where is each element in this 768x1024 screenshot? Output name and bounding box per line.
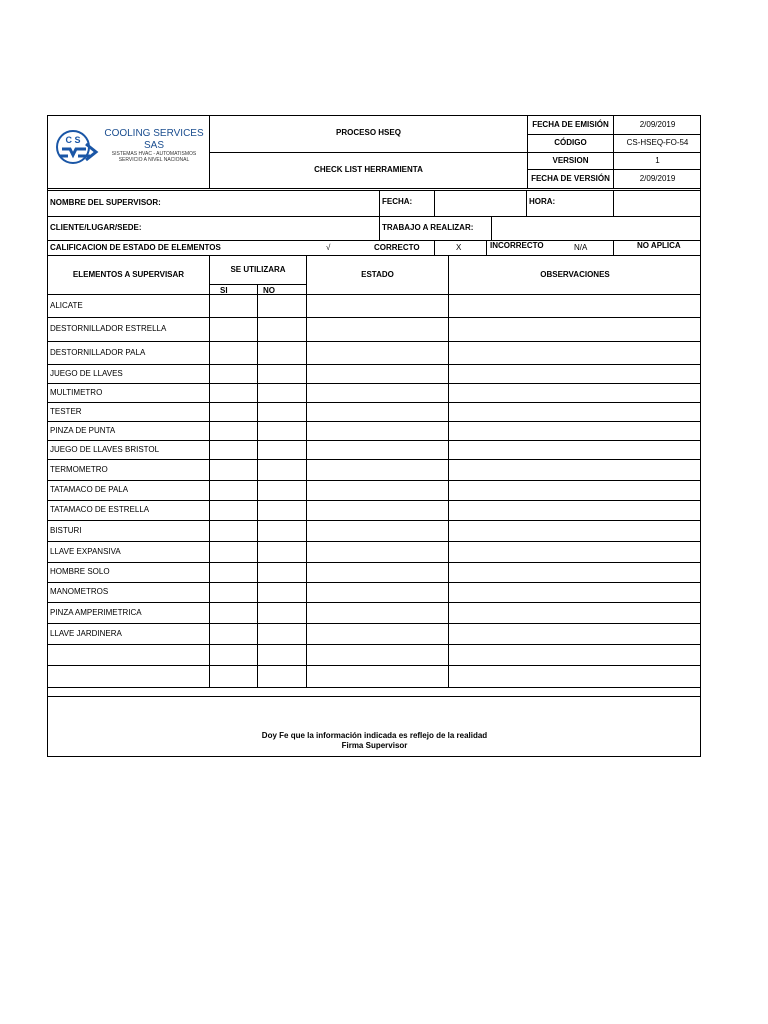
si-checkbox[interactable]	[210, 384, 257, 402]
observaciones-field[interactable]	[449, 521, 701, 541]
observaciones-field[interactable]	[449, 441, 701, 459]
col-header-no: NO	[263, 286, 275, 295]
si-checkbox[interactable]	[210, 624, 257, 644]
no-checkbox[interactable]	[258, 295, 306, 317]
si-checkbox[interactable]	[210, 542, 257, 562]
si-checkbox[interactable]	[210, 603, 257, 623]
si-checkbox[interactable]	[210, 422, 257, 440]
fecha-label: FECHA:	[382, 197, 413, 206]
item-label: ALICATE	[50, 301, 83, 310]
document-title: CHECK LIST HERRAMIENTA	[314, 165, 423, 174]
si-checkbox[interactable]	[210, 501, 257, 520]
observaciones-field[interactable]	[449, 365, 701, 383]
legend-title: CALIFICACION DE ESTADO DE ELEMENTOS	[50, 243, 221, 252]
cliente-field[interactable]	[180, 217, 379, 240]
estado-field[interactable]	[307, 403, 448, 421]
no-checkbox[interactable]	[258, 501, 306, 520]
signature-label: Firma Supervisor	[341, 741, 408, 750]
estado-field[interactable]	[307, 645, 448, 665]
estado-field[interactable]	[307, 422, 448, 440]
estado-field[interactable]	[307, 521, 448, 541]
col-header-used: SE UTILIZARA	[230, 265, 286, 274]
si-checkbox[interactable]	[210, 342, 257, 364]
no-checkbox[interactable]	[258, 624, 306, 644]
estado-field[interactable]	[307, 318, 448, 341]
no-checkbox[interactable]	[258, 422, 306, 440]
cliente-label: CLIENTE/LUGAR/SEDE:	[50, 223, 142, 232]
estado-field[interactable]	[307, 583, 448, 602]
no-checkbox[interactable]	[258, 481, 306, 500]
si-checkbox[interactable]	[210, 645, 257, 665]
meta-value-version: 1	[655, 156, 660, 165]
item-label: MULTIMETRO	[50, 388, 103, 397]
meta-label-fecha-version: FECHA DE VERSIÓN	[531, 174, 610, 183]
no-checkbox[interactable]	[258, 403, 306, 421]
meta-label-codigo: CÓDIGO	[554, 138, 587, 147]
process-title: PROCESO HSEQ	[336, 128, 401, 137]
si-checkbox[interactable]	[210, 295, 257, 317]
observaciones-field[interactable]	[449, 583, 701, 602]
no-checkbox[interactable]	[258, 318, 306, 341]
item-label: PINZA AMPERIMETRICA	[50, 608, 142, 617]
estado-field[interactable]	[307, 295, 448, 317]
company-tagline-2: SERVICIO A NIVEL NACIONAL	[118, 157, 190, 163]
estado-field[interactable]	[307, 342, 448, 364]
estado-field[interactable]	[307, 603, 448, 623]
estado-field[interactable]	[307, 563, 448, 582]
observaciones-field[interactable]	[449, 422, 701, 440]
si-checkbox[interactable]	[210, 365, 257, 383]
col-header-observaciones: OBSERVACIONES	[540, 270, 610, 279]
item-label: PINZA DE PUNTA	[50, 426, 116, 435]
observaciones-field[interactable]	[449, 403, 701, 421]
legend-incorrect-symbol: X	[456, 243, 462, 252]
estado-field[interactable]	[307, 624, 448, 644]
observaciones-field[interactable]	[449, 318, 701, 341]
col-header-elements: ELEMENTOS A SUPERVISAR	[72, 270, 185, 279]
observaciones-field[interactable]	[449, 342, 701, 364]
observaciones-field[interactable]	[449, 501, 701, 520]
no-checkbox[interactable]	[258, 521, 306, 541]
company-logo	[56, 130, 100, 164]
company-name-suffix: SAS	[143, 140, 164, 151]
estado-field[interactable]	[307, 481, 448, 500]
observaciones-field[interactable]	[449, 481, 701, 500]
company-tagline: SISTEMAS HVAC - AUTOMATISMOS	[111, 151, 197, 157]
no-checkbox[interactable]	[258, 583, 306, 602]
meta-value-fecha-emision: 2/09/2019	[639, 120, 676, 129]
supervisor-label: NOMBRE DEL SUPERVISOR:	[50, 198, 161, 207]
hora-label: HORA:	[529, 197, 556, 206]
observaciones-field[interactable]	[449, 603, 701, 623]
si-checkbox[interactable]	[210, 460, 257, 480]
observaciones-field[interactable]	[449, 384, 701, 402]
observaciones-field[interactable]	[449, 460, 701, 480]
item-label: TATAMACO DE PALA	[50, 485, 129, 494]
legend-na-label: NO APLICA	[637, 241, 681, 250]
item-label: JUEGO DE LLAVES BRISTOL	[50, 445, 160, 454]
hora-field[interactable]	[614, 191, 701, 216]
no-checkbox[interactable]	[258, 645, 306, 665]
observaciones-field[interactable]	[449, 542, 701, 562]
no-checkbox[interactable]	[258, 603, 306, 623]
item-label: DESTORNILLADOR ESTRELLA	[50, 324, 167, 333]
meta-value-codigo: CS-HSEQ-FO-54	[626, 138, 689, 147]
company-name: COOLING SERVICES	[104, 128, 204, 139]
supervisor-field[interactable]	[248, 191, 379, 216]
item-label: TERMOMETRO	[50, 465, 108, 474]
meta-label-version: VERSION	[552, 156, 589, 165]
svg-text:C S: C S	[65, 135, 81, 145]
si-checkbox[interactable]	[210, 441, 257, 459]
trabajo-label: TRABAJO A REALIZAR:	[382, 223, 474, 232]
item-label: JUEGO DE LLAVES	[50, 369, 123, 378]
fecha-field[interactable]	[435, 191, 526, 216]
si-checkbox[interactable]	[210, 318, 257, 341]
legend-correct-symbol: √	[326, 243, 331, 252]
no-checkbox[interactable]	[258, 342, 306, 364]
trabajo-field[interactable]	[492, 217, 701, 240]
no-checkbox[interactable]	[258, 460, 306, 480]
no-checkbox[interactable]	[258, 542, 306, 562]
observaciones-field[interactable]	[449, 624, 701, 644]
legend-incorrect-label: INCORRECTO	[490, 241, 544, 250]
estado-field[interactable]	[307, 365, 448, 383]
si-checkbox[interactable]	[210, 563, 257, 582]
si-checkbox[interactable]	[210, 583, 257, 602]
item-label: LLAVE JARDINERA	[50, 629, 122, 638]
observaciones-field[interactable]	[449, 563, 701, 582]
estado-field[interactable]	[307, 542, 448, 562]
estado-field[interactable]	[307, 441, 448, 459]
observaciones-field[interactable]	[449, 295, 701, 317]
item-label: TESTER	[50, 407, 82, 416]
no-checkbox[interactable]	[258, 563, 306, 582]
item-label: HOMBRE SOLO	[50, 567, 110, 576]
item-label: DESTORNILLADOR PALA	[50, 348, 146, 357]
no-checkbox[interactable]	[258, 441, 306, 459]
si-checkbox[interactable]	[210, 403, 257, 421]
estado-field[interactable]	[307, 501, 448, 520]
declaration-text: Doy Fe que la información indicada es reflejo de la realidad	[261, 731, 488, 740]
estado-field[interactable]	[307, 384, 448, 402]
no-checkbox[interactable]	[258, 384, 306, 402]
meta-value-fecha-version: 2/09/2019	[639, 174, 676, 183]
col-header-estado: ESTADO	[361, 270, 394, 279]
observaciones-field[interactable]	[449, 645, 701, 665]
item-label: MANOMETROS	[50, 587, 109, 596]
estado-field[interactable]	[307, 460, 448, 480]
legend-correct-label: CORRECTO	[374, 243, 420, 252]
item-label: TATAMACO DE ESTRELLA	[50, 505, 150, 514]
item-label: LLAVE EXPANSIVA	[50, 547, 121, 556]
no-checkbox[interactable]	[258, 365, 306, 383]
item-label: BISTURI	[50, 526, 82, 535]
logo-mark-icon	[56, 130, 100, 164]
si-checkbox[interactable]	[210, 481, 257, 500]
meta-label-fecha-emision: FECHA DE EMISIÓN	[532, 120, 609, 129]
si-checkbox[interactable]	[210, 521, 257, 541]
legend-na-symbol: N/A	[574, 243, 588, 252]
col-header-si: SI	[220, 286, 228, 295]
